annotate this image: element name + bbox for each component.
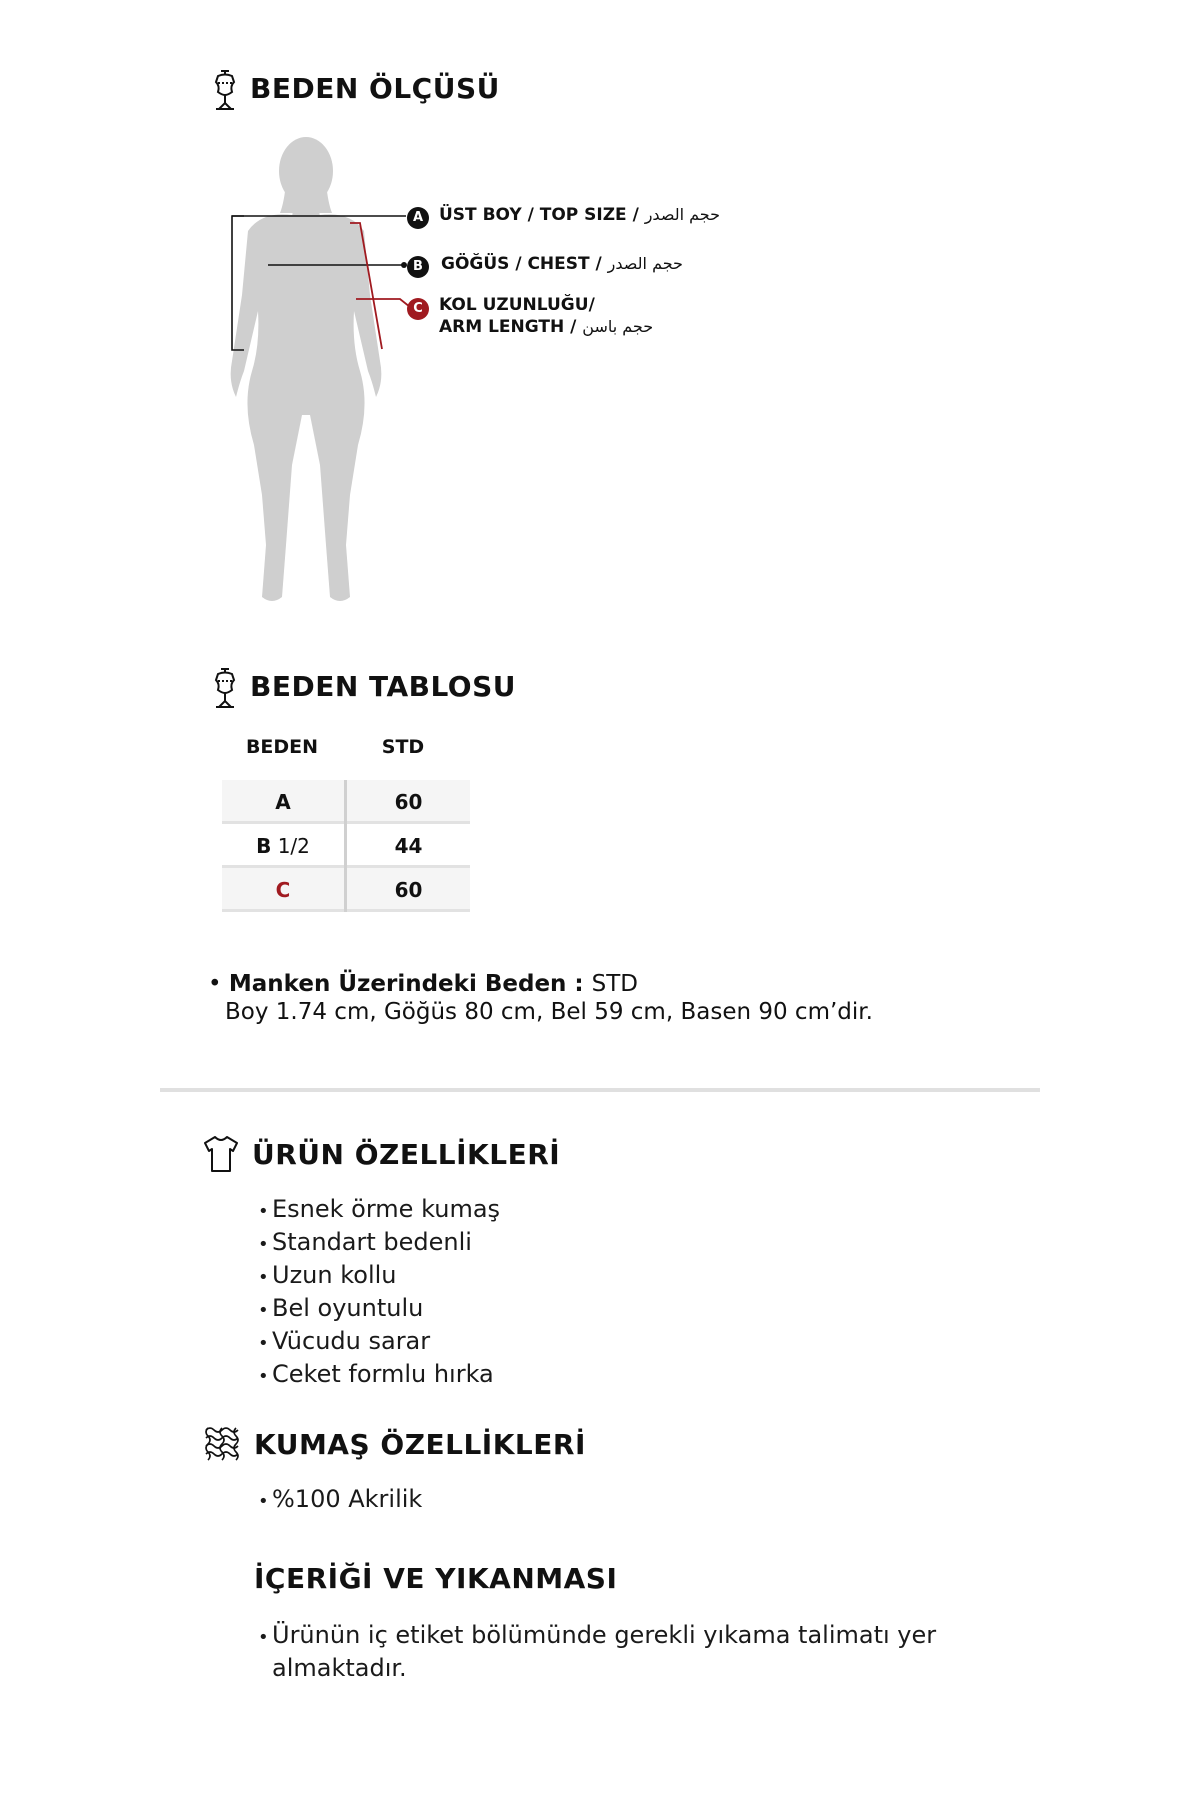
badge-c: C xyxy=(407,298,429,320)
row-b-size: B xyxy=(256,834,272,858)
size-table xyxy=(222,780,470,912)
row-c-size: C xyxy=(275,878,291,902)
row-c-value: 60 xyxy=(347,868,470,912)
model-info-details: Boy 1.74 cm, Göğüs 80 cm, Bel 59 cm, Basen 90 cm’dir. xyxy=(225,999,873,1025)
list-item: • Esnek örme kumaş xyxy=(258,1194,958,1227)
row-b-size-suffix: 1/2 xyxy=(271,834,310,858)
label-a-arabic: حجم الصدر xyxy=(644,205,720,224)
product-features-title: ÜRÜN ÖZELLİKLERİ xyxy=(252,1138,561,1171)
label-a-text: ÜST BOY / TOP SIZE / xyxy=(439,205,645,225)
header-size: BEDEN xyxy=(245,736,319,758)
row-a-size: A xyxy=(275,790,291,814)
mannequin-icon xyxy=(210,666,240,710)
fabric-features-list xyxy=(258,1484,958,1517)
list-item: • Standart bedenli xyxy=(258,1227,958,1260)
fabric-features-title: KUMAŞ ÖZELLİKLERİ xyxy=(254,1428,586,1461)
size-measure-section xyxy=(0,0,1200,620)
model-info: • Manken Üzerindeki Beden : STD Boy 1.74 cm, Göğüs 80 cm, Bel 59 cm, Basen 90 cm’dir. xyxy=(208,970,1108,1026)
tshirt-icon xyxy=(202,1134,240,1174)
section-divider xyxy=(160,1088,1040,1092)
model-info-size: STD xyxy=(591,971,638,997)
product-features-list xyxy=(258,1194,958,1392)
size-measure-title: BEDEN ÖLÇÜSÜ xyxy=(250,72,500,105)
list-item: • Ürünün iç etiket bölümünde gerekli yıkama talimatı yer almaktadır. xyxy=(258,1620,978,1683)
label-c-line1: KOL UZUNLUĞU/ xyxy=(439,295,595,315)
label-c-line2: ARM LENGTH / xyxy=(439,317,583,337)
list-item: • %100 Akrilik xyxy=(258,1484,958,1517)
badge-b: B xyxy=(407,256,429,278)
list-item: • Ceket formlu hırka xyxy=(258,1359,958,1392)
row-a-value: 60 xyxy=(347,780,470,824)
care-list xyxy=(258,1620,978,1683)
table-row xyxy=(222,868,470,912)
model-info-label: Manken Üzerindeki Beden : xyxy=(228,971,592,997)
care-title: İÇERİĞİ VE YIKANMASI xyxy=(254,1562,618,1595)
mannequin-icon xyxy=(210,68,240,112)
size-table-title: BEDEN TABLOSU xyxy=(250,670,517,703)
list-item: • Bel oyuntulu xyxy=(258,1293,958,1326)
badge-a: A xyxy=(407,207,429,229)
label-b-arabic: حجم الصدر xyxy=(607,254,683,273)
label-b-text: GÖĞÜS / CHEST / xyxy=(441,254,608,274)
header-std: STD xyxy=(381,736,425,758)
size-table-section xyxy=(0,650,1200,930)
table-row xyxy=(222,780,470,824)
row-b-value: 44 xyxy=(347,824,470,868)
list-item: • Uzun kollu xyxy=(258,1260,958,1293)
label-c-arabic: حجم باسن xyxy=(582,317,654,336)
list-item: • Vücudu sarar xyxy=(258,1326,958,1359)
table-row xyxy=(222,824,470,868)
silhouette xyxy=(231,137,382,601)
fabric-icon xyxy=(202,1424,242,1464)
